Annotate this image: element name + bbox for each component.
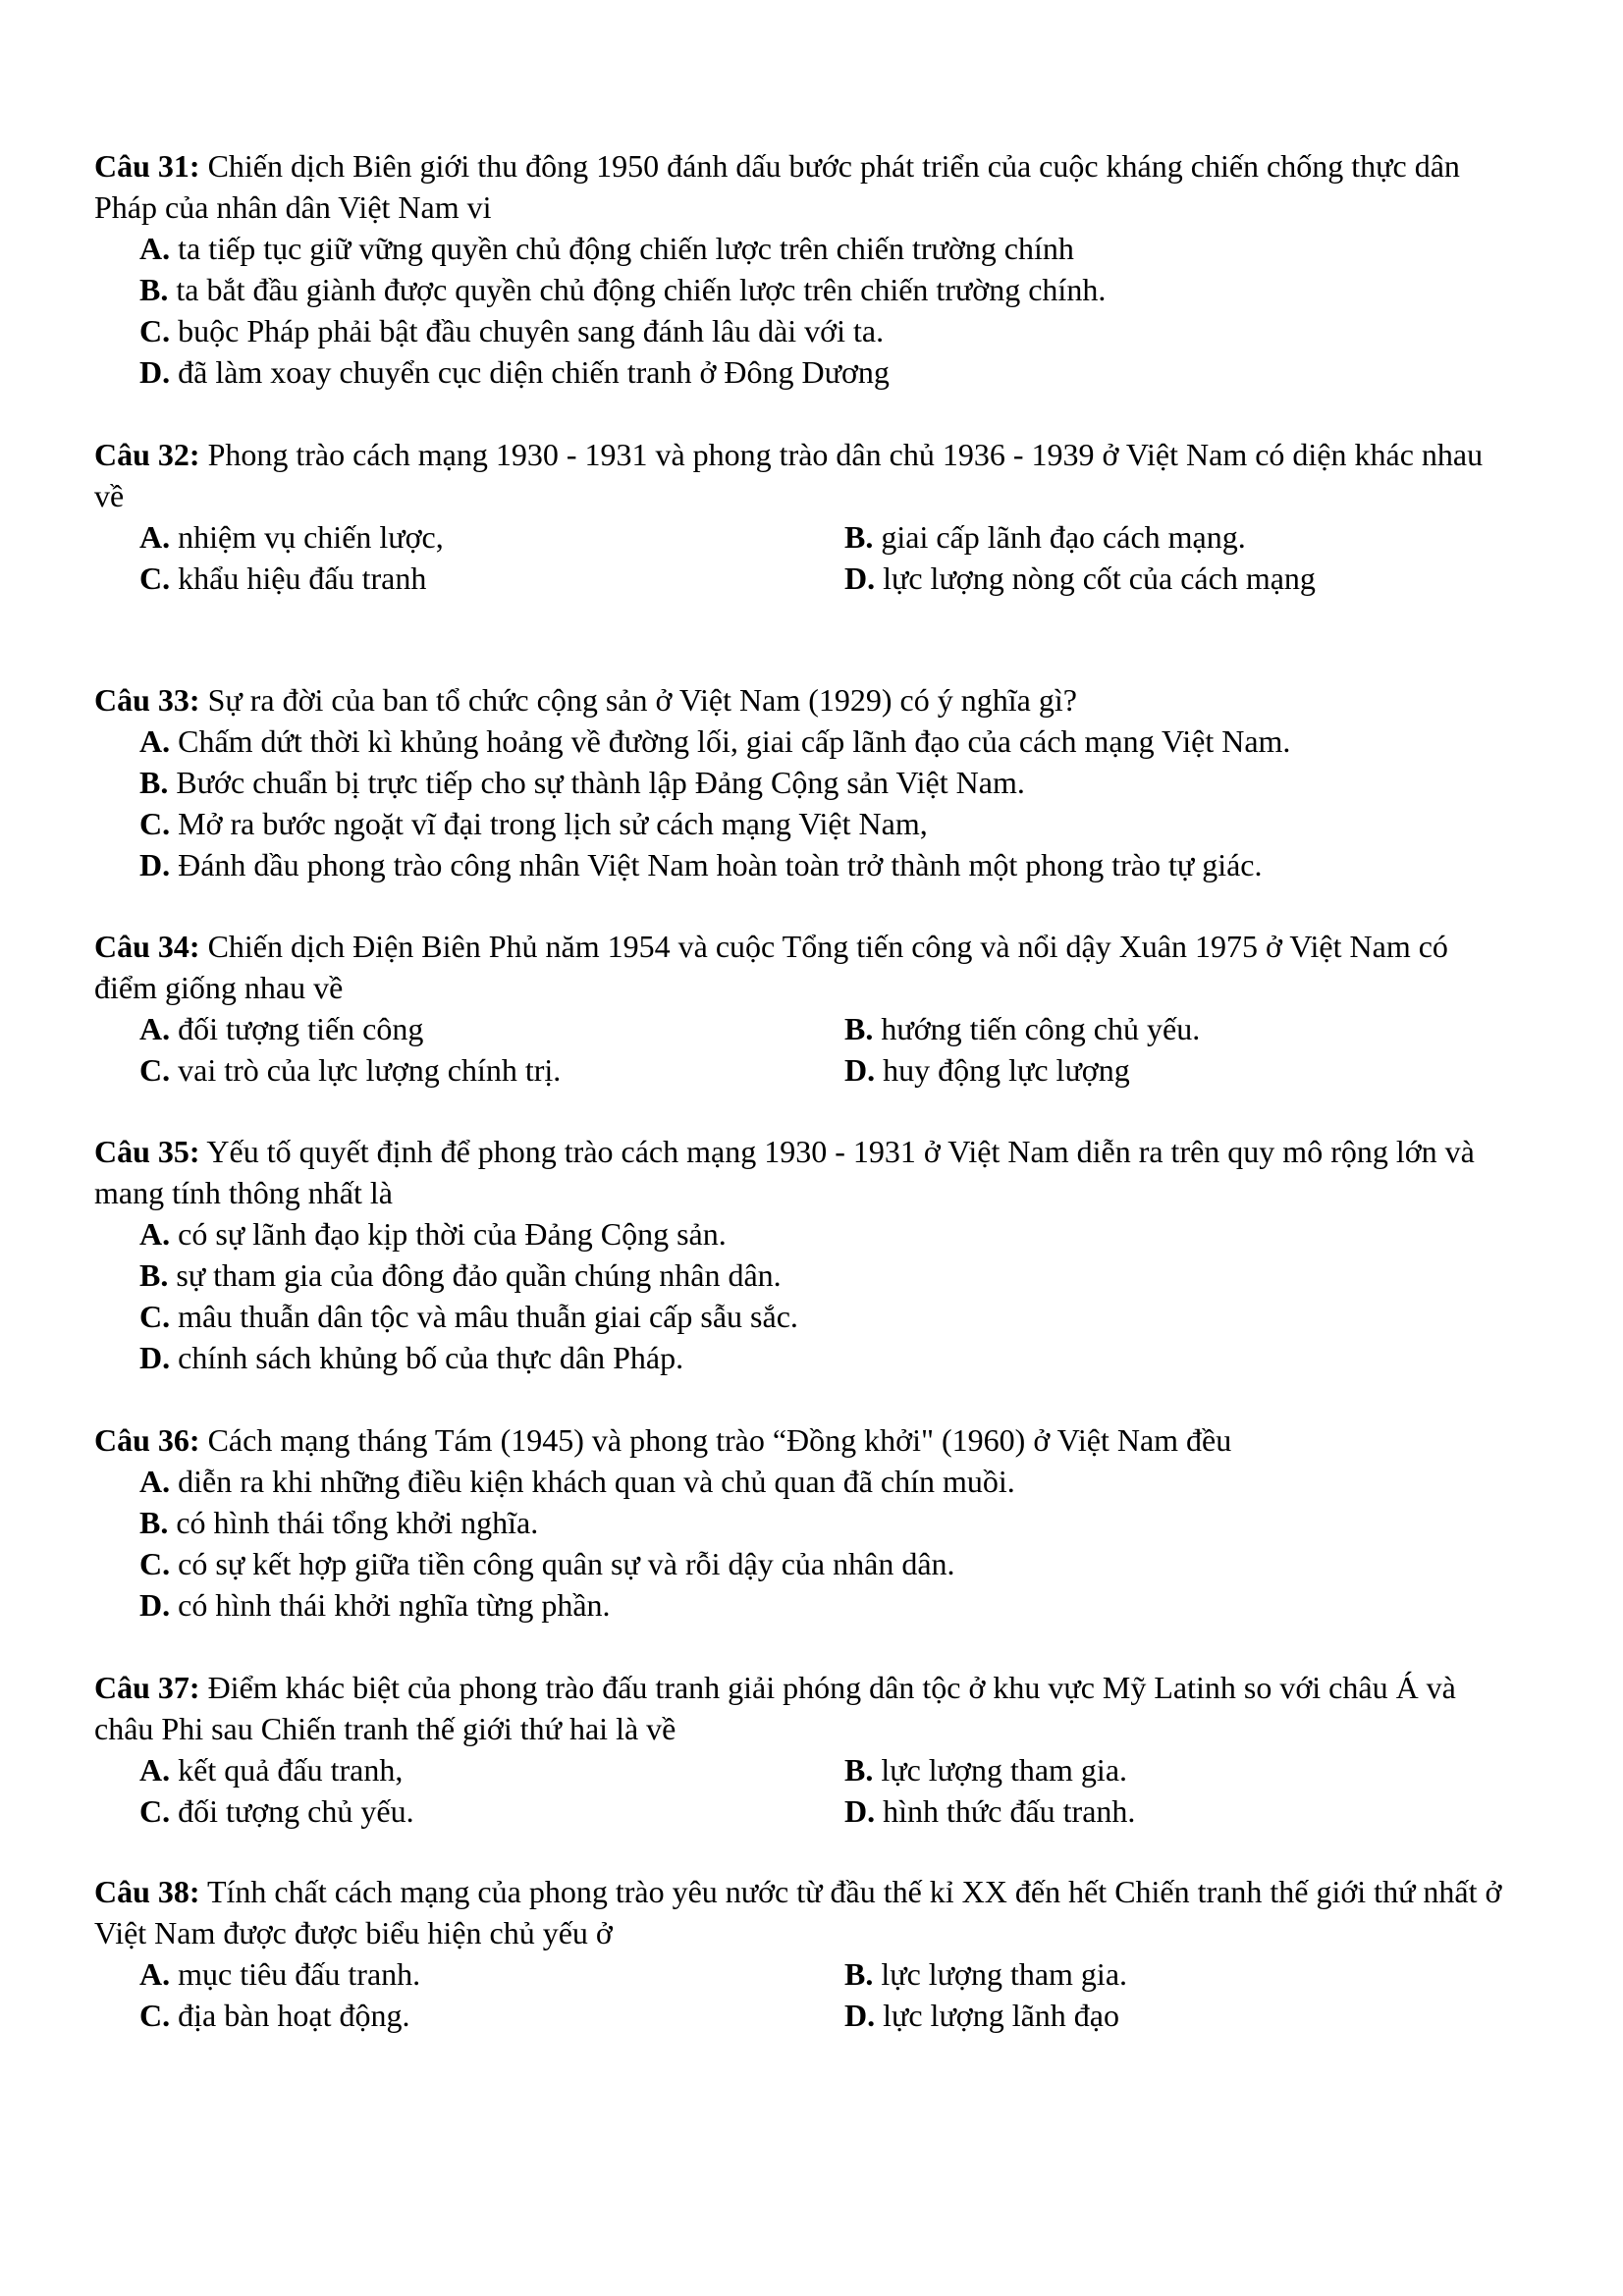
options-grid — [139, 1953, 1518, 2036]
option-text: vai trò của lực lượng chính trị. — [170, 1052, 562, 1088]
option-c — [139, 1790, 844, 1832]
option-b — [844, 1749, 1522, 1790]
option-text: có sự lãnh đạo kịp thời của Đảng Cộng sản. — [170, 1216, 727, 1252]
option-text: Bước chuẩn bị trực tiếp cho sự thành lập Đảng Cộng sản Việt Nam. — [168, 765, 1025, 800]
option-letter: D. — [844, 561, 876, 596]
option-letter: B. — [844, 519, 874, 555]
option-letter: C. — [139, 561, 171, 596]
question-36 — [94, 1419, 1518, 1626]
options-grid — [139, 516, 1518, 599]
option-text: hình thức đấu tranh. — [875, 1793, 1136, 1829]
option-text: mâu thuẫn dân tộc và mâu thuẫn giai cấp sẫu sắc. — [170, 1299, 798, 1334]
option-c — [139, 1296, 1518, 1337]
question-number: Câu 37: — [94, 1670, 200, 1705]
option-text: hướng tiến công chủ yếu. — [873, 1011, 1201, 1046]
option-letter: A. — [139, 1752, 171, 1788]
option-c — [139, 1049, 844, 1091]
option-text: chính sách khủng bố của thực dân Pháp. — [170, 1340, 684, 1375]
question-number: Câu 36: — [94, 1422, 200, 1458]
option-letter: B. — [139, 1257, 169, 1293]
options-list — [94, 228, 1518, 393]
option-text: nhiệm vụ chiến lược, — [170, 519, 444, 555]
option-a — [139, 1749, 844, 1790]
question-text: Chiến dịch Điện Biên Phủ năm 1954 và cuộc Tổng tiến công và nổi dậy Xuân 1975 ở Việt Nam có điểm giống nhau về — [94, 929, 1456, 1005]
option-a — [139, 228, 1518, 269]
option-d — [844, 1049, 1522, 1091]
question-33 — [94, 679, 1518, 885]
option-b — [844, 1008, 1522, 1049]
question-stem — [94, 926, 1518, 1008]
option-letter: D. — [844, 1793, 876, 1829]
options-grid — [139, 1008, 1518, 1091]
option-text: Đánh dầu phong trào công nhân Việt Nam hoàn toàn trở thành một phong trào tự giác. — [170, 847, 1263, 882]
option-letter: B. — [139, 272, 169, 307]
option-letter: B. — [844, 1011, 874, 1046]
option-text: Chấm dứt thời kì khủng hoảng về đường lối, giai cấp lãnh đạo của cách mạng Việt Nam. — [170, 723, 1291, 759]
question-number: Câu 35: — [94, 1134, 200, 1169]
option-letter: D. — [844, 1052, 876, 1088]
question-text: Phong trào cách mạng 1930 - 1931 và phong trào dân chủ 1936 - 1939 ở Việt Nam có diện khác nhau về — [94, 437, 1491, 513]
question-31 — [94, 145, 1518, 393]
question-34 — [94, 926, 1518, 1091]
options-list — [94, 1461, 1518, 1626]
option-a — [139, 516, 844, 558]
option-text: lực lượng lãnh đạo — [875, 1998, 1119, 2033]
question-text: Chiến dịch Biên giới thu đông 1950 đánh dấu bước phát triển của cuộc kháng chiến chống thực dân Pháp của nhân dân Việt Nam vi — [94, 148, 1468, 225]
question-text: Sự ra đời của ban tổ chức cộng sản ở Việt Nam (1929) có ý nghĩa gì? — [199, 682, 1077, 718]
option-c — [139, 1995, 844, 2036]
option-b — [139, 269, 1518, 310]
options-grid — [139, 1749, 1518, 1832]
option-text: Mở ra bước ngoặt vĩ đại trong lịch sử cách mạng Việt Nam, — [170, 806, 928, 841]
option-letter: A. — [139, 1464, 171, 1499]
option-c — [139, 310, 1518, 351]
option-letter: B. — [139, 1505, 169, 1540]
option-letter: A. — [139, 723, 171, 759]
option-letter: C. — [139, 313, 171, 348]
option-d — [844, 558, 1522, 599]
option-text: diễn ra khi những điều kiện khách quan và chủ quan đã chín muồi. — [170, 1464, 1015, 1499]
question-text: Điểm khác biệt của phong trào đấu tranh giải phóng dân tộc ở khu vực Mỹ Latinh so với châu Á và châu Phi sau Chiến tranh thế giới thứ hai là về — [94, 1670, 1464, 1746]
option-text: đối tượng tiến công — [170, 1011, 424, 1046]
option-text: có hình thái tổng khởi nghĩa. — [168, 1505, 539, 1540]
option-text: đã làm xoay chuyển cục diện chiến tranh ở Đông Dương — [170, 354, 890, 390]
option-text: lực lượng nòng cốt của cách mạng — [875, 561, 1316, 596]
option-text: khẩu hiệu đấu tranh — [170, 561, 427, 596]
option-letter: A. — [139, 519, 171, 555]
question-text: Cách mạng tháng Tám (1945) và phong trào “Đồng khởi" (1960) ở Việt Nam đều — [199, 1422, 1232, 1458]
option-b — [139, 1502, 1518, 1543]
option-text: giai cấp lãnh đạo cách mạng. — [873, 519, 1246, 555]
option-letter: B. — [139, 765, 169, 800]
option-d — [844, 1790, 1522, 1832]
question-stem — [94, 679, 1518, 721]
option-text: buộc Pháp phải bật đầu chuyên sang đánh lâu dài với ta. — [170, 313, 885, 348]
option-c — [139, 803, 1518, 844]
option-letter: C. — [139, 1299, 171, 1334]
question-stem — [94, 1131, 1518, 1213]
question-35 — [94, 1131, 1518, 1378]
options-list — [94, 721, 1518, 885]
question-32 — [94, 434, 1518, 599]
option-c — [139, 1543, 1518, 1584]
option-text: sự tham gia của đông đảo quần chúng nhân dân. — [168, 1257, 782, 1293]
option-letter: D. — [139, 1587, 171, 1623]
option-letter: D. — [139, 354, 171, 390]
option-d — [844, 1995, 1522, 2036]
option-a — [139, 721, 1518, 762]
option-letter: A. — [139, 1216, 171, 1252]
option-a — [139, 1953, 844, 1995]
question-number: Câu 31: — [94, 148, 200, 184]
option-letter: B. — [844, 1752, 874, 1788]
option-text: huy động lực lượng — [875, 1052, 1130, 1088]
option-text: có sự kết hợp giữa tiền công quân sự và rỗi dậy của nhân dân. — [170, 1546, 955, 1581]
option-a — [139, 1461, 1518, 1502]
option-text: địa bàn hoạt động. — [170, 1998, 410, 2033]
question-37 — [94, 1667, 1518, 1832]
option-text: có hình thái khởi nghĩa từng phần. — [170, 1587, 611, 1623]
question-number: Câu 34: — [94, 929, 200, 964]
option-letter: D. — [844, 1998, 876, 2033]
option-text: đối tượng chủ yếu. — [170, 1793, 414, 1829]
option-a — [139, 1008, 844, 1049]
option-d — [139, 351, 1518, 393]
option-letter: A. — [139, 1956, 171, 1992]
options-list — [94, 1213, 1518, 1378]
option-letter: B. — [844, 1956, 874, 1992]
question-text: Yếu tố quyết định để phong trào cách mạng 1930 - 1931 ở Việt Nam diễn ra trên quy mô rộng lớn và mang tính thông nhất là — [94, 1134, 1483, 1210]
option-text: mục tiêu đấu tranh. — [170, 1956, 421, 1992]
option-b — [844, 1953, 1522, 1995]
question-stem — [94, 145, 1518, 228]
option-b — [139, 762, 1518, 803]
question-stem — [94, 434, 1518, 516]
option-d — [139, 1584, 1518, 1626]
option-c — [139, 558, 844, 599]
question-text: Tính chất cách mạng của phong trào yêu nước từ đầu thế kỉ XX đến hết Chiến tranh thế giới thứ nhất ở Việt Nam được được biểu hiện chủ yếu ở — [94, 1874, 1509, 1950]
option-a — [139, 1213, 1518, 1255]
question-stem — [94, 1667, 1518, 1749]
question-number: Câu 38: — [94, 1874, 200, 1909]
option-b — [139, 1255, 1518, 1296]
option-letter: A. — [139, 1011, 171, 1046]
option-letter: C. — [139, 1546, 171, 1581]
option-letter: C. — [139, 1998, 171, 2033]
option-letter: A. — [139, 231, 171, 266]
option-b — [844, 516, 1522, 558]
question-stem — [94, 1419, 1518, 1461]
question-number: Câu 33: — [94, 682, 200, 718]
option-text: ta tiếp tục giữ vững quyền chủ động chiến lược trên chiến trường chính — [170, 231, 1074, 266]
option-d — [139, 1337, 1518, 1378]
question-38 — [94, 1871, 1518, 2036]
option-text: kết quả đấu tranh, — [170, 1752, 404, 1788]
option-text: lực lượng tham gia. — [873, 1752, 1128, 1788]
option-letter: D. — [139, 847, 171, 882]
option-letter: C. — [139, 1052, 171, 1088]
option-text: ta bắt đầu giành được quyền chủ động chiến lược trên chiến trường chính. — [168, 272, 1107, 307]
option-letter: D. — [139, 1340, 171, 1375]
question-number: Câu 32: — [94, 437, 200, 472]
option-letter: C. — [139, 806, 171, 841]
option-d — [139, 844, 1518, 885]
option-text: lực lượng tham gia. — [873, 1956, 1128, 1992]
option-letter: C. — [139, 1793, 171, 1829]
question-stem — [94, 1871, 1518, 1953]
